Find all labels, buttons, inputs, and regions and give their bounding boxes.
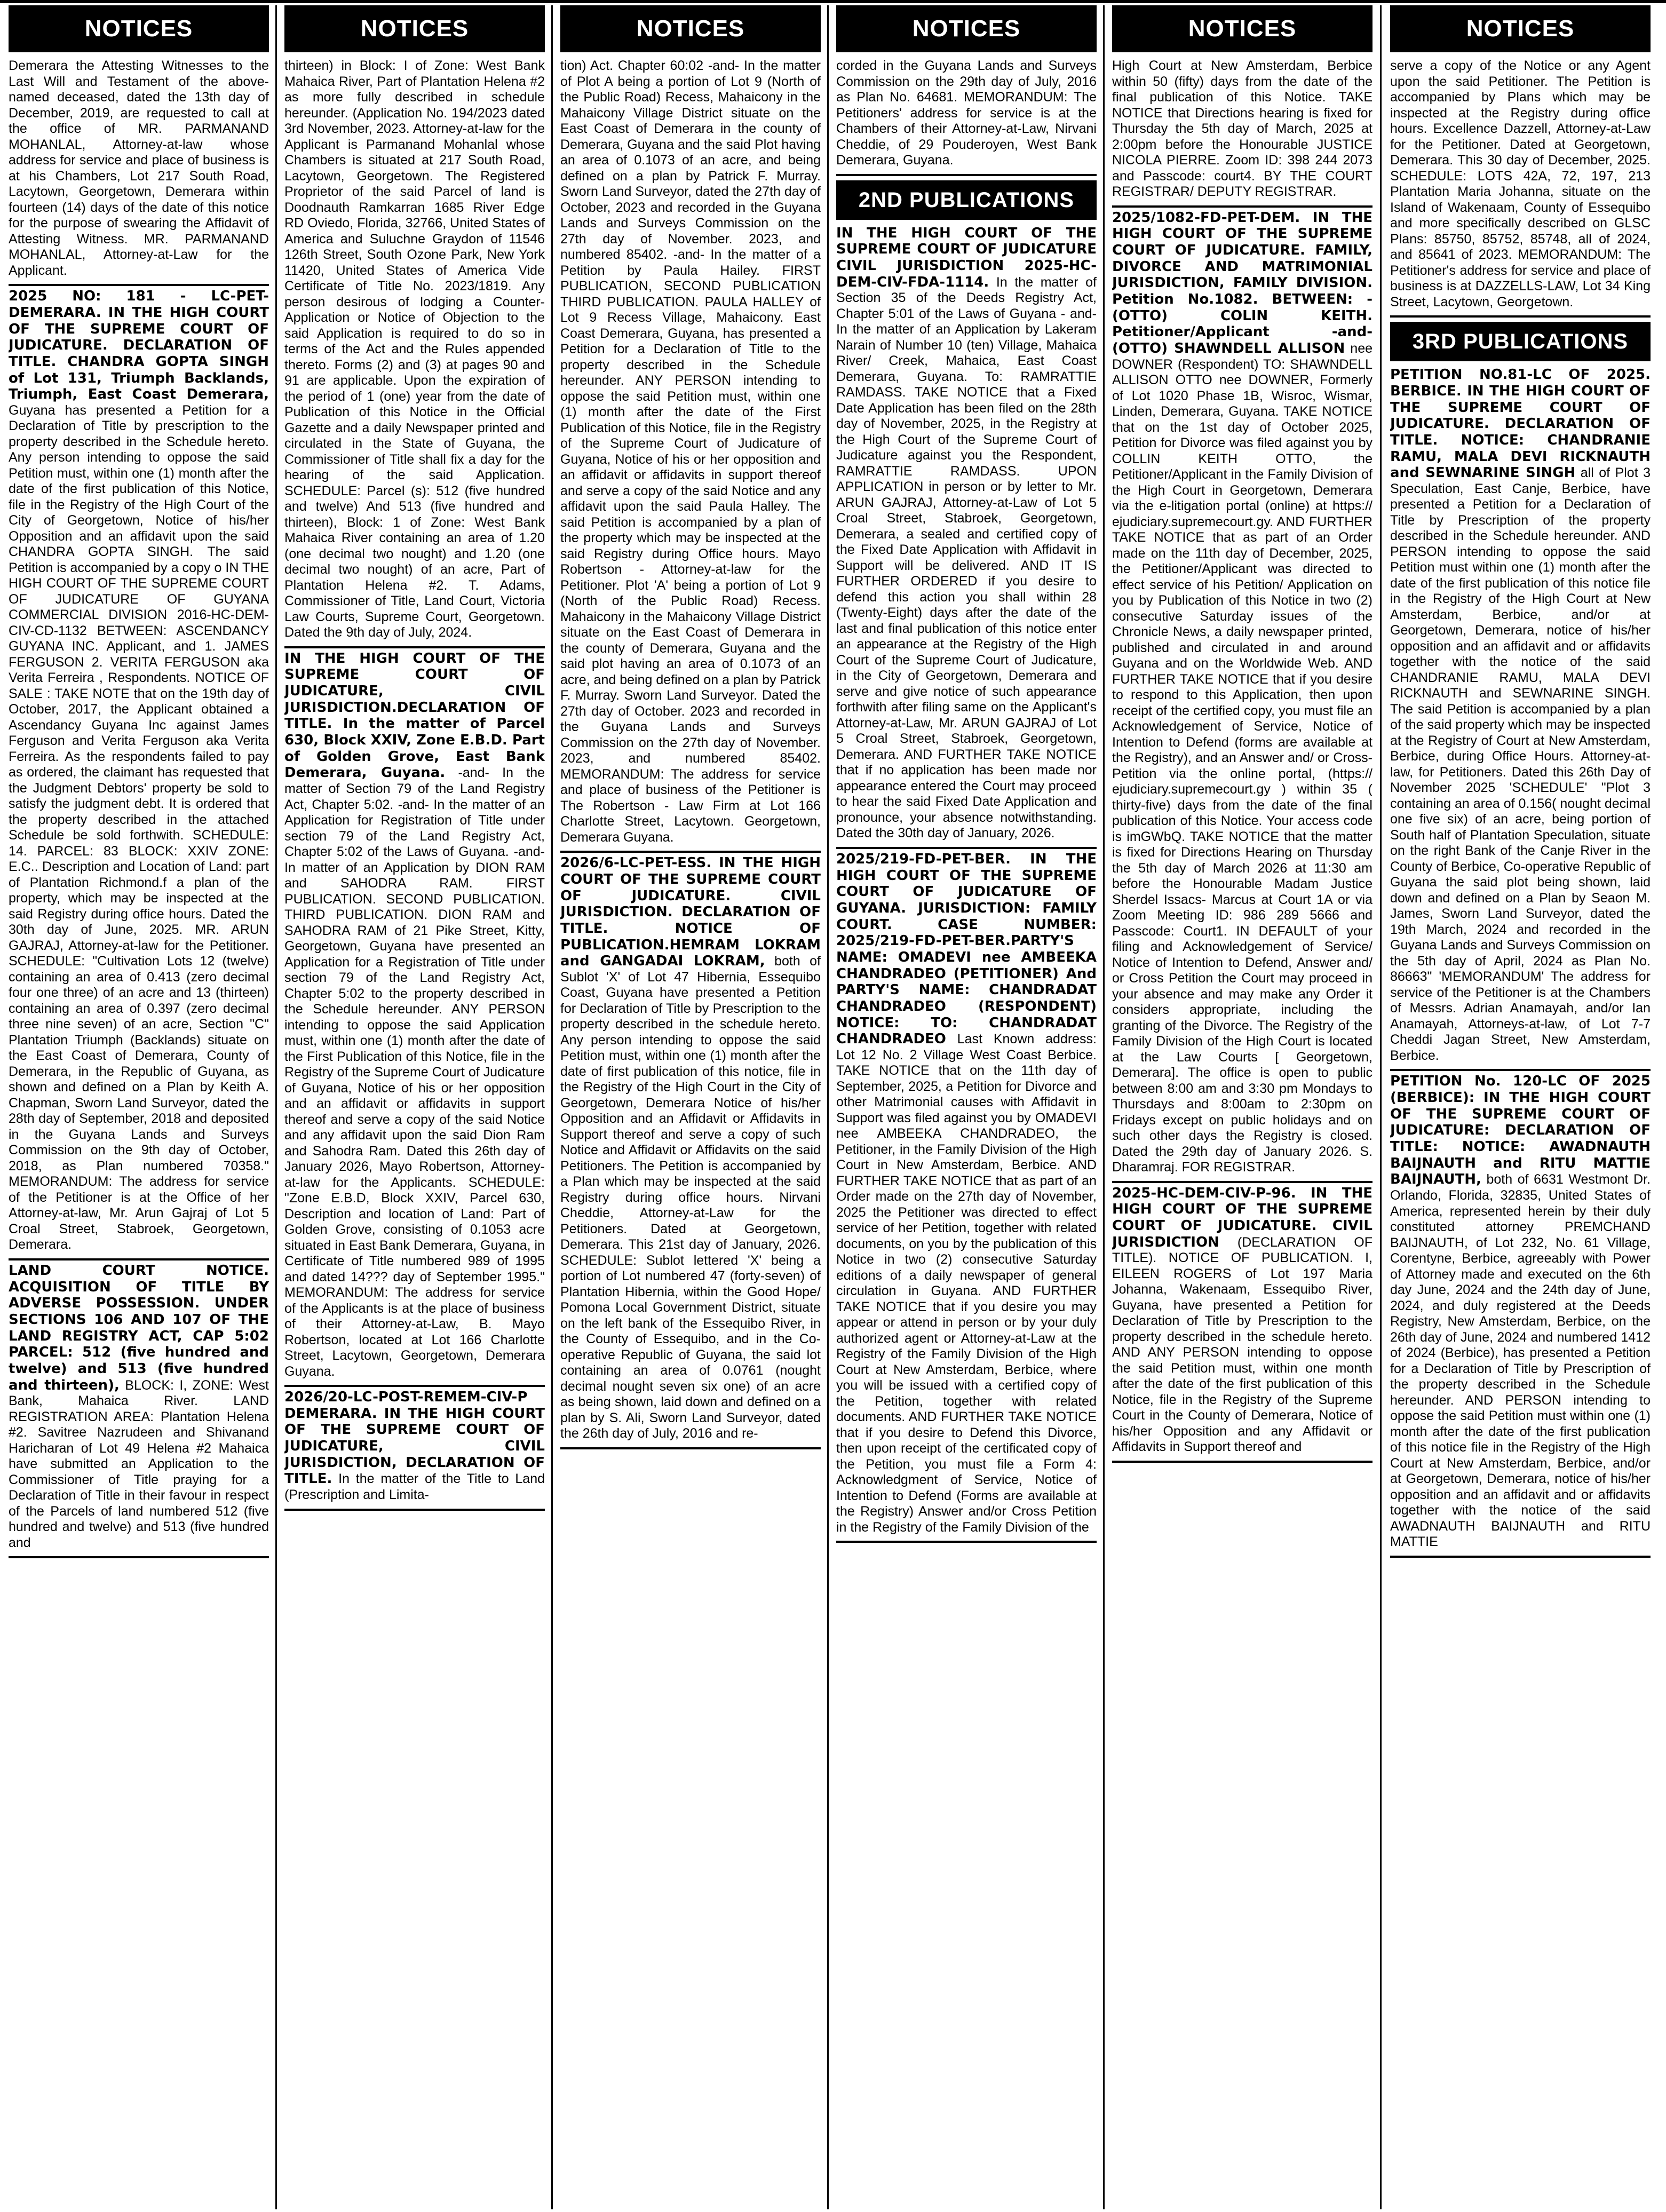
notice-body: both of 6631 Westmont Dr. Orlando, Florida, 32835, United States of America, represented herein by their duly constituted attorney PREMCHAND BAIJNAUTH, of Lot 232, No. 61 Village, Corentyne, Berbice, agreeably with Power of Attorney made and executed on the 6th day June, 2024 and the 24th day of June, 2024, and duly registered at the Deeds Registry, New Amsterdam, Berbice, on the 26th day of June, 2024 and numbered 1412 of 2024 (Berbice), has presented a Petition for a Declaration of Title by Prescription of the property described in the Schedule hereunder. AND PERSON intending to oppose the said Petition must within one (1) month after the date of the first publication of this notice file in the Registry of the High Court at New Amsterdam, Berbice, and/or at Georgetown, Demerara, notice of his/her opposition and an affidavit and or affidavits together with the notice of the said AWADNAUTH BAIJNAUTH and RITU MATTIE [1390,1172,1651,1550]
notice [836,56,1097,176]
section-header-notices: NOTICES [560,5,821,52]
notice-body: High Court at New Amsterdam, Berbice within 50 (fifty) days from the date of the final publication of this Notice. TAKE NOTICE that Directions hearing is fixed for Thursday the 5th day of March, 2025 at 2:00pm before the Honourable JUSTICE NICOLA PIERRE. Zoom ID: 398 244 2073 and Passcode: court4. BY THE COURT REGISTRAR/ DEPUTY REGISTRAR. [1112,58,1373,200]
notice-heading: 2025/219-FD-PET-BER. IN THE HIGH COURT OF THE SUPREME COURT OF JUDICATURE OF GUYANA. JURISDICTION: FAMILY COURT. CASE NUMBER: 2025/219-FD-PET-BER.PARTY'S NAME: OMADEVI nee AMBEEKA CHANDRADEO (PETITIONER) And PARTY'S NAME: CHANDRADAT CHANDRADEO (RESPONDENT) NOTICE: TO: CHANDRADAT CHANDRADEO [836,851,1097,1048]
notice-body: In the matter of Section 35 of the Deeds Registry Act, Chapter 5:01 of the Laws of Guyana - and- In the matter of an Application by Lakeram Narain of Number 10 (ten) Village, Mahaica River/ Creek, Mahaica, East Coast Demerara, Guyana. To: RAMRATTIE RAMDASS. TAKE NOTICE that a Fixed Date Application has been filed on the 28th day of November, 2025, in the Registry at the High Court of the Supreme Court of Judicature against you the Respondent, RAMRATTIE RAMDASS. UPON APPLICATION in person or by letter to Mr. ARUN GAJRAJ, Attorney-at-Law of Lot 5 Croal Street, Stabroek, Georgetown, Demerara, a sealed and certified copy of the Fixed Date Application with Affidavit in Support will be delivered. AND IT IS FURTHER ORDERED if you desire to defend this action you shall within 28 (Twenty-Eight) days after the date of the last and final publication of this notice enter an appearance at the Registry of the High Court of the Supreme Court of Judicature, in the City of Georgetown, Demerara and serve and give notice of such appearance forthwith after filing same on the Applicant's Attorney-at-Law, Mr. ARUN GAJRAJ of Lot 5 Croal Street, Stabroek, Georgetown, Demerara. AND FURTHER TAKE NOTICE that if no application has been made nor appearance entered the Court may proceed to hear the said Fixed Date Application and pronounce, your absence notwithstanding. Dated the 30th day of January, 2026. [836,274,1097,841]
column-divider [275,5,277,2209]
notice [560,56,821,853]
notice-body: -and- In the matter of Section 79 of the Land Registry Act, Chapter 5:02. -and- In the matter of an Application for Registration of Title under section 79 of the Land Registry Act, Chapter 5:02 of the Laws of Guyana. -and- In matter of an Application by DION RAM and SAHODRA RAM. FIRST PUBLICATION. SECOND PUBLICATION. THIRD PUBLICATION. DION RAM and SAHODRA RAM of 21 Pike Street, Kitty, Georgetown, Guyana have presented an Application for a Registration of Title under section 79 of the Land Registry Act, Chapter 5:02 to the property described in the Schedule hereunder. ANY PERSON intending to oppose the said Application must, within one (1) month after the date of the First Publication of this Notice, file in the Registry of the Supreme Court of Judicature of Guyana, Notice of his or her opposition and an affidavit or affidavits in support thereof and serve a copy of the said Notice and any affidavit upon the said Dion Ram and Sahodra Ram. Dated this 26th day of January 2026, Mayo Robertson, Attorney-at-law for the Applicants. SCHEDULE: "Zone E.B.D, Block XXIV, Parcel 630, Description and location of Land: Part of Golden Grove, consisting of 0.1053 acre situated in East Bank Demerara, Guyana, in Certificate of Title numbered 989 of 1995 and dated 14??? day of September 1995." MEMORANDUM: The address for service of the Applicants is at the place of business of their Attorney-at-Law, B. Mayo Robertson, located at Lot 166 Charlotte Street, Lacytown, Georgetown, Demerara Guyana. [284,765,545,1379]
column-divider [1380,5,1382,2209]
notice-heading: PETITION No. 120-LC OF 2025 (BERBICE): IN THE HIGH COURT OF THE SUPREME COURT OF JUDICATURE: DECLARATION OF TITLE: NOTICE: AWADNAUTH BAIJNAUTH and RITU MATTIE BAIJNAUTH, [1390,1073,1651,1188]
notice-heading: IN THE HIGH COURT OF THE SUPREME COURT OF JUDICATURE CIVIL JURISDICTION 2025-HC-DEM-CIV-FDA-1114. [836,225,1097,290]
column-divider [551,5,553,2209]
notice [1112,56,1373,208]
notice-body: BLOCK: I, ZONE: West Bank, Mahaica River. LAND REGISTRATION AREA: Plantation Helena #2. Savitree Nazrudeen and Shivanand Haricharan of Lot 49 Helena #2 Mahaica have submitted an Application to the Commissioner of Title praying for a Declaration of Title in their favour in respect of the Parcels of land numbered 512 (five hundred and twelve) and 513 (five hundred and [9,1377,269,1550]
section-header-notices: NOTICES [1112,5,1373,52]
section-header-notices: NOTICES [1390,5,1651,52]
notice-heading: 2025/1082-FD-PET-DEM. IN THE HIGH COURT OF THE SUPREME COURT OF JUDICATURE. FAMILY, DIVORCE AND MATRIMONIAL JURISDICTION, FAMILY DIVISION. Petition No.1082. BETWEEN: - (OTTO) COLIN KEITH. Petitioner/Applicant -and- (OTTO) SHAWNDELL ALLISON [1112,209,1373,357]
notice-body: In the matter of the Title to Land (Prescription and Limita- [284,1471,545,1503]
notice-body: both of Sublot 'X' of Lot 47 Hibernia, Essequibo Coast, Guyana have presented a Petition for Declaration of Title by Prescription to the property described in the schedule hereto. Any person intending to oppose the said Petition must, within one (1) month after the date of first publication of this notice, file in the Registry of the High Court in the City of Georgetown, Demerara Notice of his/her Opposition and an Affidavit or Affidavits in Support thereof and serve a copy of such Notice and Affidavit or Affidavits on the said Petitioners. The Petition is accompanied by a Plan which may be inspected at the said Registry during office hours. Nirvani Cheddie, Attorney-at-Law for the Petitioners. Dated at Georgetown, Demerara. This 21st day of January, 2026. SCHEDULE: Sublot lettered 'X' being a portion of Lot numbered 47 (forty-seven) of Plantation Hibernia, within the Good Hope/ Pomona Local Government District, situate on the left bank of the Essequibo River, in the County of Essequibo, and in the Co-operative Republic of Guyana, the said lot containing an area of 0.0761 (nought decimal nought seven six one) of an acre as being shown, laid down and defined on a plan by S. Ali, Sworn Land Surveyor, dated the 26th day of July, 2016 and re- [560,954,821,1441]
notice [284,56,545,648]
column-1 [9,5,269,2209]
notice [9,56,269,286]
notice [1390,56,1651,318]
column-4 [836,5,1097,2209]
section-header-2nd-publications: 2ND PUBLICATIONS [836,180,1097,220]
notice [836,223,1097,849]
notice [1112,208,1373,1183]
notice [1390,1071,1651,1557]
notice [836,849,1097,1543]
section-header-notices: NOTICES [9,5,269,52]
section-header-notices: NOTICES [284,5,545,52]
notice-body: Last Known address: Lot 12 No. 2 Village West Coast Berbice. TAKE NOTICE that on the 11th day of September, 2025, a Petition for Divorce and other Matrimonial causes with Affidavit in Support was filed against you by OMADEVI nee AMBEEKA CHANDRADEO, the Petitioner, in the Family Division of the High Court in New Amsterdam, Berbice. AND FURTHER TAKE NOTICE that as part of an Order made on the 27th day of November, 2025 the Petitioner was directed to effect service of her Petition, together with related documents, on you by the publication of this Notice in two (2) consecutive Saturday editions of a daily newspaper of general circulation in Guyana. AND FURTHER TAKE NOTICE that if you desire you may appear or attend in person or by your duly authorized agent or Attorney-at-Law at the Registry of the Family Division of the High Court at New Amsterdam, Berbice, where you will be issued with a certified copy of the Petition, together with related documents. AND FURTHER TAKE NOTICE that if you desire to Defend this Divorce, then upon receipt of the certificated copy of the Petition, you must file a Form 4: Acknowledgment of Service, Notice of Intention to Defend (Forms are available at the Registry) Answer and/or Cross Petition in the Registry of the Family Division of the [836,1032,1097,1535]
notice [1390,364,1651,1071]
column-3 [560,5,821,2209]
notice-heading: 2025-HC-DEM-CIV-P-96. IN THE HIGH COURT OF THE SUPREME COURT OF JUDICATURE. CIVIL JURISDICTION [1112,1185,1373,1250]
notice-heading: PETITION NO.81-LC OF 2025. BERBICE. IN THE HIGH COURT OF THE SUPREME COURT OF JUDICATURE. DECLARATION OF TITLE. NOTICE: CHANDRANIE RAMU, MALA DEVI RICKNAUTH and SEWNARINE SINGH [1390,367,1651,481]
notice-body: nee DOWNER (Respondent) TO: SHAWNDELL ALLISON OTTO nee DOWNER, Formerly of Lot 1020 Phase 1B, Wisroc, Wismar, Linden, Demerara, Guyana. TAKE NOTICE that on the 1st day of October 2025, Petition for Divorce was filed against you by COLLIN KEITH OTTO, the Petitioner/Applicant in the Family Division of the High Court in Georgetown, Demerara via the e-litigation portal (online) at https:// ejudiciary.supremecourt.gy. AND FURTHER TAKE NOTICE that as part of an Order made on the 11th day of December, 2025, the Petitioner/Applicant was directed to effect service of his Petition/ Application on you by Publication of this Notice in two (2) consecutive Saturday issues of the Chronicle News, a daily newspaper printed, published and circulated in and around Guyana and on the Worldwide Web. AND FURTHER TAKE NOTICE that if you desire to respond to this Application, then upon receipt of the certified copy, you must file an Acknowledgement of Service, Notice of Intention to Defend (forms are available at the Registry), and an Answer and/ or Cross- Petition via the online portal, (https:// ejudiciary.supremecourt.gy ) within 35 ( thirty-five) days from the date of the final publication of this Notice. Your access code is imGWbQ. TAKE NOTICE that the matter is fixed for Directions Hearing on Thursday the 5th day of March 2026 at 11:30 am before the Honourable Madam Justice Sherdel Issacs- Marcus at Court 1A or via Zoom Meeting ID: 986 289 5666 and Passcode: Court1. IN DEFAULT of your filing and Acknowledgement of Service/ Notice of Intention to Defend, Answer and/ or Cross Petition the Court may proceed in your absence and may make any Order it considers appropriate, including the granting of the Divorce. The Registry of the Family Division of the High Court is located at the Law Courts [ Georgetown, Demerara]. The office is open to public between 8:00 am and 3:30 pm Mondays to Thursdays and 8:00am to 2:30pm on Fridays except on public holidays and on such other days the Registry is closed. Dated the 29th day of January 2026. S. Dharamraj. FOR REGISTRAR. [1112,341,1373,1175]
notice [9,286,269,1260]
notice [284,1387,545,1511]
notice-body: corded in the Guyana Lands and Surveys Commission on the 29th day of July, 2016 as Plan No. 64681. MEMORANDUM: The Petitioners' address for service is at the Chambers of their Attorney-at-Law, Nirvani Cheddie, of 29 Pouderoyen, West Bank Demerara, Guyana. [836,58,1097,168]
notice-body: Demerara the Attesting Witnesses to the Last Will and Testament of the above-named deceased, dated the 13th day of December, 2019, are requested to call at the office of MR. PARMANAND MOHANLAL, Attorney-at-law whose address for service and place of business is at his Chambers, Lot 217 South Road, Lacytown, Georgetown, Demerara within fourteen (14) days of the date of this notice for the purpose of swearing the Affidavit of Attesting Witness. MR. PARMANAND MOHANLAL, Attorney-at-Law for the Applicant. [9,58,269,278]
section-header-notices: NOTICES [836,5,1097,52]
notice [1112,1183,1373,1463]
column-2 [284,5,545,2209]
notice [284,648,545,1387]
top-rule [0,0,1666,3]
notice-heading: LAND COURT NOTICE. ACQUISITION OF TITLE BY ADVERSE POSSESSION. UNDER SECTIONS 106 AND 107 OF THE LAND REGISTRY ACT, CAP 5:02 PARCEL: 512 (five hundred and twelve) and 513 (five hundred and thirteen), [9,1262,269,1393]
notice-body: all of Plot 3 Speculation, East Canje, Berbice, have presented a Petition for a Declaration of Title by Prescription of the property described in the Schedule hereunder. AND PERSON intending to oppose the said Petition must within one (1) month after the date of the first publication of this notice file in the Registry of the High Court at New Amsterdam, Berbice, and/or at Georgetown, Demerara, notice of his/her opposition and an affidavit and or affidavits together with the notice of the said CHANDRANIE RAMU, MALA DEVI RICKNAUTH and SEWNARINE SINGH. The said Petition is accompanied by a plan of the said property which may be inspected at the Registry of Court at New Amsterdam, Berbice, during Office Hours. Attorney-at-law, for Petitioners. Dated this 26th Day of November 2025 'SCHEDULE' "Plot 3 containing an area of 0.156( nought decimal one five six) of an acre, being portion of South half of Plantation Speculation, situate on the right Bank of the Canje River in the County of Berbice, Co-operative Republic of Guyana the said plot being shown, laid down and defined on a Plan by Seaon M. James, Sworn Land Surveyor, dated the 19th March, 2024 and recorded in the Guyana Lands and Surveys Commission on the 5th day of April, 2024 as Plan No. 86663" 'MEMORANDUM' The address for service of the Petitioner is at the Chambers of Messrs. Adrian Anamayah, and/or Ian Anamayah, Attorneys-at-law, of Lot 7-7 Cheddi Jagan Street, New Amsterdam, Berbice. [1390,465,1651,1063]
column-5 [1112,5,1373,2209]
notice-heading: 2026/6-LC-PET-ESS. IN THE HIGH COURT OF THE SUPREME COURT OF JUDICATURE. CIVIL JURISDICTION. DECLARATION OF TITLE. NOTICE OF PUBLICATION.HEMRAM LOKRAM and GANGADAI LOKRAM, [560,855,821,970]
notice-body: Guyana has presented a Petition for a Declaration of Title by prescription to the property described in the Schedule hereto. Any person intending to oppose the said Petition must, within one (1) month after the date of the first publication of this Notice, file in the Registry of the High Court of the City of Georgetown, Notice of his/her Opposition and an affidavit upon the said CHANDRA GOPTA SINGH. The said Petition is accompanied by a copy o IN THE HIGH COURT OF THE SUPREME COURT OF JUDICATURE OF GUYANA COMMERCIAL DIVISION 2016-HC-DEM-CIV-CD-1132 BETWEEN: ASCENDANCY GUYANA INC. Applicant, and 1. JAMES FERGUSON 2. VERITA FERGUSON aka Verita Ferreira , Respondents. NOTICE OF SALE : TAKE NOTE that on the 19th day of October, 2017, the Applicant obtained a Ascendancy Guyana Inc against James Ferguson and Verita Ferguson aka Verita Ferreira. As the respondents failed to pay as ordered, the claimant has requested that the Judgment Debtors' property be sold to satisfy the judgment debt. It is ordered that the property described in the attached Schedule be sold forthwith. SCHEDULE: 14. PARCEL: 83 BLOCK: XXIV ZONE: E.C.. Description and Location of Land: part of Plantation Richmond.f a plan of the property, which may be inspected at the said Registry during office hours. Dated the 30th day of June, 2025. MR. ARUN GAJRAJ, Attorney-at-law for the Petitioner. SCHEDULE: "Cultivation Lots 12 (twelve) containing an area of 0.413 (zero decimal four one three) of an acre and 13 (thirteen) containing an area of 0.397 (zero decimal three nine seven) of an acre, Section "C" Plantation Triumph (Backlands) situate on the East Coast of Demerara, County of Demerara, in the Republic of Guyana, as shown and defined on a Plan by Keith A. Chapman, Sworn Land Surveyor, dated the 28th day of September, 2018 and deposited in the Guyana Lands and Surveys Commission on the 9th day of October, 2018, as Plan numbered 70358." MEMORANDUM: The address for service of the Petitioner is at the Office of her Attorney-at-law, Mr. Arun Gajraj of Lot 5 Croal Street, Stabroek, Georgetown, Demerara. [9,402,269,1252]
column-divider [1103,5,1105,2209]
column-6 [1390,5,1651,2209]
notice [560,853,821,1449]
notice-body: serve a copy of the Notice or any Agent upon the said Petitioner. The Petition is accompanied by Plans which may be inspected at the Registry during office hours. Excellence Dazzell, Attorney-at-Law for the Petitioner. Dated at Georgetown, Demerara. This 30 day of December, 2025. SCHEDULE: LOTS 42A, 72, 197, 213 Plantation Maria Johanna, situate on the Island of Wakenaam, County of Essequibo and more specifically described on GLSC Plans: 85750, 85752, 85748, all of 2024, and 85641 of 2023. MEMORANDUM: The Petitioner's address for service and place of business is at DAZZELLS-LAW, Lot 34 King Street, Lacytown, Georgetown. [1390,58,1651,310]
notice-body: tion) Act. Chapter 60:02 -and- In the matter of Plot A being a portion of Lot 9 (North of the Public Road) Recess, Mahaicony in the Mahaicony Village District situate on the East Coast of Demerara in the county of Demerara, Guyana and the said Plot having an area of 0.1073 of an acre, and being defined on a plan by Patrick F. Murray. Sworn Land Surveyor, dated the 27th day of October, 2023 and recorded in the Guyana Lands and Surveys Commission on the 27th day of November. 2023, and numbered 85402. -and- In the matter of a Petition by Paula Hailey. FIRST PUBLICATION, SECOND PUBLICATION THIRD PUBLICATION. PAULA HALLEY of Lot 9 Recess Village, Mahaicony. East Coast Demerara, Guyana, has presented a Petition for a Declaration of Title to the property described in the Schedule hereunder. ANY PERSON intending to oppose the said Petition must, within one (1) month after the date of the First Publication of this Notice, file in the Registry of the Supreme Court of Judicature of Guyana, Notice of his or her opposition and an affidavit or affidavits in support thereof and serve a copy of the said Notice and any affidavit upon the said Paula Halley. The said Petition is accompanied by a plan of the property which may be inspected at the said Registry during Office hours. Mayo Robertson - Attorney-at-law for the Petitioner. Plot 'A' being a portion of Lot 9 (North of the Public Road) Recess. Mahaicony in the Mahaicony Village District situate on the East Coast of Demerara in the county of Demerara, Guyana and the said plot having an area of 0.1073 of an acre, and being defined on a plan by Patrick F. Murray. Sworn Land Surveyor. Dated the 27th day of October. 2023 and recorded in the Guyana Lands and Surveys Commission on the 27th day of November. 2023, and numbered 85402. MEMORANDUM: The address for service and place of business of the Petitioner is The Robertson - Law Firm at Lot 166 Charlotte Street, Lacytown. Georgetown, Demerara Guyana. [560,58,821,845]
column-divider [827,5,829,2209]
notice-body: thirteen) in Block: I of Zone: West Bank Mahaica River, Part of Plantation Helena #2 as more fully described in schedule hereunder. (Application No. 194/2023 dated 3rd November, 2023. Attorney-at-law for the Applicant is Parmanand Mohanlal whose Chambers is situated at 217 South Road, Lacytown, Georgetown. The Registered Proprietor of the said Parcel of land is Doodnauth Ramkarran 1685 River Edge RD Oviedo, Florida, 32766, United States of America and Suluchne Graydon of 11546 126th Street, South Ozone Park, New York 11420, United States of America Vide Certificate of Title No. 2023/1819. Any person desirous of lodging a Counter-Application or Notice of Objection to the said Application is required to do so in terms of the Act and the Rules appended thereto. Forms (2) and (3) at pages 90 and 91 are applicable. Upon the expiration of the period of 1 (one) year from the date of Publication of this Notice in the Official Gazette and a daily Newspaper printed and circulated in the State of Guyana, the Commissioner of Title shall fix a day for the hearing of the said Application. SCHEDULE: Parcel (s): 512 (five hundred and twelve) And 513 (five hundred and thirteen), Block: 1 of Zone: West Bank Mahaica River containing an area of 1.20 (one decimal two nought) and 1.20 (one decimal two nought) of an acre, Part of Plantation Helena #2. T. Adams, Commissioner of Title, Land Court, Victoria Law Courts, Supreme Court, Georgetown. Dated the 9th day of July, 2024. [284,58,545,640]
notice-heading: 2026/20-LC-POST-REMEM-CIV-P DEMERARA. IN THE HIGH COURT OF THE SUPREME COURT OF JUDICATURE, CIVIL JURISDICTION, DECLARATION OF TITLE. [284,1389,545,1487]
notice-heading: IN THE HIGH COURT OF THE SUPREME COURT OF JUDICATURE, CIVIL JURISDICTION.DECLARATION OF TITLE. In the matter of Parcel 630, Block XXIV, Zone E.B.D. Part of Golden Grove, East Bank Demerara, Guyana. [284,650,545,781]
notice-body: (DECLARATION OF TITLE). NOTICE OF PUBLICATION. I, EILEEN ROGERS of Lot 197 Maria Johanna, Wakenaam, Essequibo River, Guyana, have presented a Petition for Declaration of Title by Prescription to the property described in the schedule hereto. AND ANY PERSON intending to oppose the said Petition must, within one month after the date of the first publication of this Notice, file in the Registry of the Supreme Court in the County of Demerara, Notice of his/her Opposition and any Affidavit or Affidavits in Support thereof and [1112,1234,1373,1455]
section-header-3rd-publications: 3RD PUBLICATIONS [1390,322,1651,361]
notice [9,1260,269,1558]
notice-heading: 2025 NO: 181 - LC-PET-DEMERARA. IN THE HIGH COURT OF THE SUPREME COURT OF JUDICATURE. DECLARATION OF TITLE. CHANDRA GOPTA SINGH of Lot 131, Triumph Backlands, Triumph, East Coast Demerara, [9,288,269,403]
